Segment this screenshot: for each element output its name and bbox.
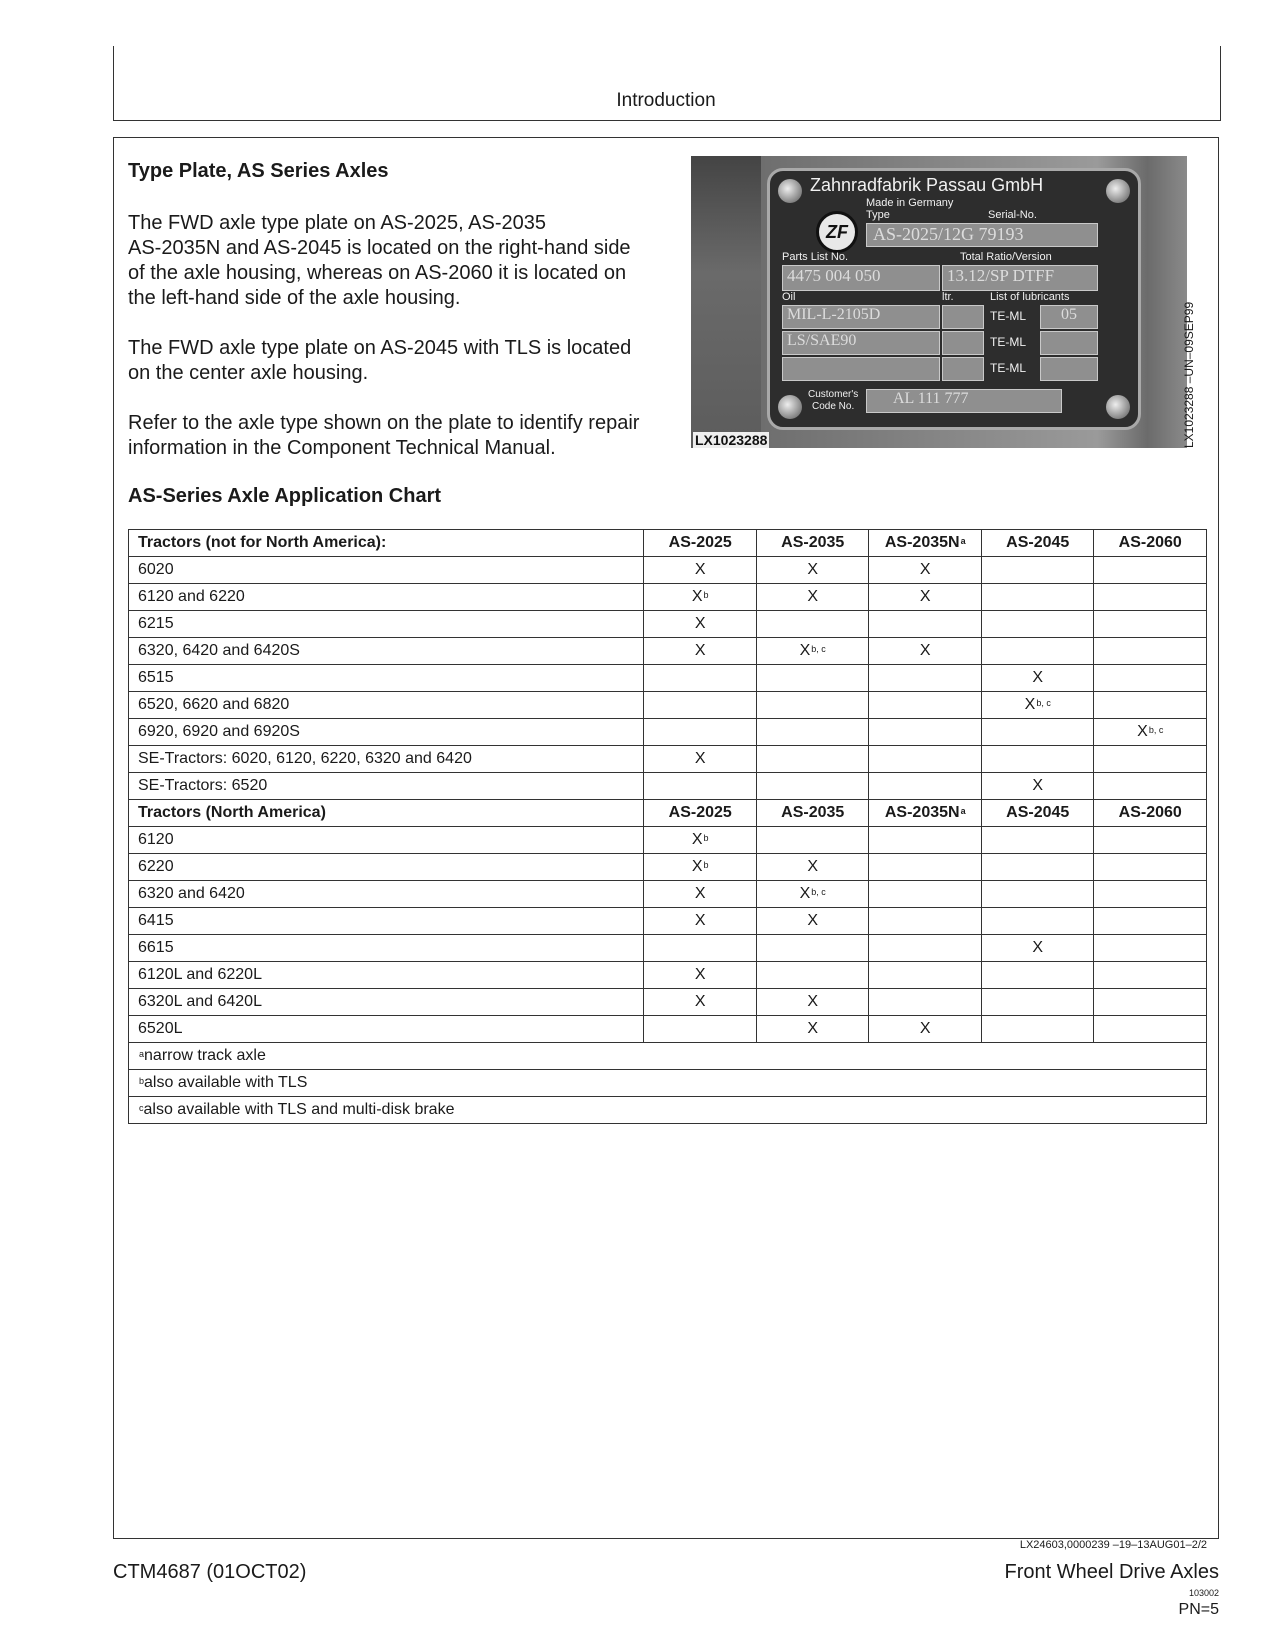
axle-cell (981, 935, 1094, 962)
axle-cell (1094, 692, 1207, 719)
axle-cell (756, 773, 869, 800)
axle-mark: X (799, 885, 811, 902)
table-row (129, 719, 1207, 746)
table-row (129, 584, 1207, 611)
paragraph-tls (128, 336, 688, 386)
column-header-label: AS-2025 (668, 534, 732, 551)
axle-cell (981, 989, 1094, 1016)
footnote-mark: a (960, 536, 966, 546)
tractor-model: 6120L and 6220L (129, 962, 644, 989)
photo-label: LX1023288 (695, 432, 768, 448)
axle-cell (644, 908, 757, 935)
axle-cell (644, 719, 757, 746)
footnote-mark: b (703, 833, 709, 843)
axle-cell (1094, 584, 1207, 611)
axle-cell (756, 1016, 869, 1043)
axle-cell (756, 665, 869, 692)
column-header-label: AS-2060 (1118, 804, 1182, 821)
axle-cell (1094, 854, 1207, 881)
paragraph-refer (128, 411, 688, 461)
axle-cell (981, 719, 1094, 746)
axle-cell (644, 638, 757, 665)
axle-mark: X (694, 561, 706, 578)
plate-customer-label: Customer's (808, 389, 859, 400)
axle-cell (756, 638, 869, 665)
plate-te-ml: TE-ML (990, 335, 1026, 349)
axle-cell (869, 827, 982, 854)
footnote-mark: b, c (811, 887, 826, 897)
plate-oil-value-1: MIL-L-2105D (782, 305, 940, 329)
plate-customer-value: AL 111 777 (866, 389, 1062, 413)
footnote-row (129, 1070, 1207, 1097)
axle-mark: X (1032, 669, 1044, 686)
footnote (129, 1043, 1207, 1070)
axle-cell (644, 962, 757, 989)
tractor-model: 6120 and 6220 (129, 584, 644, 611)
plate-parts-label: Parts List No. (782, 251, 849, 263)
footnote-mark: b, c (1148, 725, 1164, 735)
axle-cell (869, 989, 982, 1016)
tractor-model: SE-Tractors: 6020, 6120, 6220, 6320 and 6420 (129, 746, 644, 773)
column-header (756, 800, 869, 827)
axle-application-table (128, 529, 1207, 1124)
plate-te-box (1040, 357, 1098, 381)
plate-ltr-box (942, 305, 984, 329)
table-row (129, 935, 1207, 962)
type-plate (767, 168, 1141, 430)
footnote (129, 1070, 1207, 1097)
axle-cell (756, 584, 869, 611)
column-header (1094, 800, 1207, 827)
footnote-text: also available with TLS (144, 1074, 308, 1091)
axle-cell (644, 1016, 757, 1043)
paragraph-line: The FWD axle type plate on AS-2045 with TLS is located (128, 337, 632, 359)
axle-cell (981, 692, 1094, 719)
axle-cell (869, 962, 982, 989)
table-row (129, 557, 1207, 584)
axle-mark: X (694, 912, 706, 929)
plate-oil-value-2: LS/SAE90 (782, 331, 940, 355)
axle-cell (869, 584, 982, 611)
column-header-label: AS-2035 (781, 804, 845, 821)
axle-cell (756, 908, 869, 935)
paragraph-location (128, 211, 688, 311)
axle-cell (869, 935, 982, 962)
axle-mark: X (691, 831, 703, 848)
axle-cell (869, 881, 982, 908)
axle-cell (981, 881, 1094, 908)
axle-cell (1094, 908, 1207, 935)
plate-te-ml: TE-ML (990, 309, 1026, 323)
axle-cell (756, 827, 869, 854)
column-header (644, 800, 757, 827)
table-row (129, 881, 1207, 908)
table-row (129, 638, 1207, 665)
axle-cell (1094, 1016, 1207, 1043)
footnote-text: narrow track axle (144, 1047, 266, 1064)
axle-cell (756, 557, 869, 584)
axle-cell (869, 854, 982, 881)
plate-ratio-value: 13.12/SP DTFF (942, 265, 1098, 291)
axle-cell (981, 827, 1094, 854)
zf-logo: ZF (816, 211, 858, 253)
footnote-mark: b, c (811, 644, 826, 654)
photo-side-reference: LX1023288 –UN–09SEP99 (1182, 301, 1196, 448)
axle-cell (869, 665, 982, 692)
section-header: Tractors (not for North America): (129, 530, 644, 557)
axle-cell (981, 584, 1094, 611)
axle-cell (869, 908, 982, 935)
axle-mark: X (919, 642, 931, 659)
axle-cell (869, 719, 982, 746)
axle-cell (1094, 719, 1207, 746)
footnote (129, 1097, 1207, 1124)
column-header-label: AS-2045 (1006, 534, 1070, 551)
axle-mark: X (807, 993, 819, 1010)
plate-made-in: Made in Germany (866, 197, 954, 209)
axle-cell (981, 638, 1094, 665)
axle-cell (1094, 962, 1207, 989)
paragraph-line: Refer to the axle type shown on the plate to identify repair (128, 412, 640, 434)
paragraph-line: information in the Component Technical Manual. (128, 437, 556, 459)
column-header (981, 800, 1094, 827)
axle-mark: X (919, 561, 931, 578)
tractor-model: 6320L and 6420L (129, 989, 644, 1016)
plate-type-label: Type (866, 209, 890, 221)
axle-cell (1094, 557, 1207, 584)
column-header (869, 530, 982, 557)
tractor-model: 6320, 6420 and 6420S (129, 638, 644, 665)
axle-mark: X (694, 993, 706, 1010)
tractor-model: 6615 (129, 935, 644, 962)
screw-icon (1106, 179, 1130, 203)
table-row (129, 773, 1207, 800)
plate-serial-label: Serial-No. (988, 209, 1037, 221)
plate-type-value: AS-2025/12G 79193 (866, 223, 1098, 247)
footnote-mark: a (139, 1049, 145, 1059)
tractor-model: 6120 (129, 827, 644, 854)
axle-cell (1094, 827, 1207, 854)
table-row (129, 827, 1207, 854)
axle-cell (981, 611, 1094, 638)
column-header (981, 530, 1094, 557)
axle-cell (756, 935, 869, 962)
plate-oil-blank (782, 357, 940, 381)
column-header (644, 530, 757, 557)
tractor-model: 6215 (129, 611, 644, 638)
column-header (1094, 530, 1207, 557)
column-header-label: AS-2045 (1006, 804, 1070, 821)
paragraph-line: AS-2035N and AS-2045 is located on the right-hand side (128, 237, 631, 259)
axle-cell (756, 962, 869, 989)
axle-cell (1094, 881, 1207, 908)
axle-cell (644, 773, 757, 800)
tractor-model: 6020 (129, 557, 644, 584)
axle-cell (869, 1016, 982, 1043)
plate-oil-label: Oil (782, 291, 796, 303)
plate-parts-value: 4475 004 050 (782, 265, 940, 291)
axle-cell (1094, 638, 1207, 665)
axle-cell (981, 557, 1094, 584)
footnote-row (129, 1043, 1207, 1070)
axle-mark: X (694, 615, 706, 632)
tractor-model: 6320 and 6420 (129, 881, 644, 908)
axle-cell (869, 746, 982, 773)
footnote-mark: b, c (1036, 698, 1051, 708)
axle-mark: X (807, 912, 819, 929)
header-title: Introduction (616, 90, 716, 111)
footnote-mark: b (139, 1076, 145, 1086)
axle-mark: X (799, 642, 811, 659)
column-header-label: AS-2060 (1118, 534, 1182, 551)
axle-cell (1094, 989, 1207, 1016)
axle-cell (756, 611, 869, 638)
axle-cell (756, 854, 869, 881)
tractor-model: 6415 (129, 908, 644, 935)
footer-manual-id: CTM4687 (01OCT02) (113, 1561, 307, 1583)
axle-mark: X (807, 858, 819, 875)
axle-mark: X (919, 588, 931, 605)
column-header (756, 530, 869, 557)
axle-cell (981, 665, 1094, 692)
section-title: Type Plate, AS Series Axles (128, 160, 389, 182)
axle-mark: X (694, 750, 706, 767)
axle-mark: X (919, 1020, 931, 1037)
axle-cell (1094, 665, 1207, 692)
section-header: Tractors (North America) (129, 800, 644, 827)
tractor-model: 6220 (129, 854, 644, 881)
footnote-mark: c (139, 1103, 144, 1113)
axle-cell (1094, 746, 1207, 773)
axle-cell (644, 746, 757, 773)
axle-cell (644, 611, 757, 638)
axle-mark: X (1024, 696, 1036, 713)
footnote-mark: b (703, 860, 709, 870)
footer-code: 103002 (1188, 1588, 1219, 1598)
table-row (129, 989, 1207, 1016)
plate-ltr-box (942, 357, 984, 381)
axle-cell (644, 827, 757, 854)
table-row (129, 962, 1207, 989)
axle-cell (644, 935, 757, 962)
axle-cell (644, 557, 757, 584)
axle-cell (644, 854, 757, 881)
column-header-label: AS-2035N (884, 804, 960, 821)
axle-mark: X (694, 885, 706, 902)
table-row (129, 746, 1207, 773)
axle-cell (981, 773, 1094, 800)
plate-ltr-box (942, 331, 984, 355)
footnote-text: also available with TLS and multi-disk brake (143, 1101, 455, 1118)
axle-mark: X (694, 642, 706, 659)
axle-cell (756, 692, 869, 719)
axle-cell (1094, 611, 1207, 638)
plate-te-value: 05 (1040, 305, 1098, 329)
footer-section-title: Front Wheel Drive Axles (1004, 1561, 1219, 1583)
paragraph-line: on the center axle housing. (128, 362, 369, 384)
table-row (129, 854, 1207, 881)
axle-cell (981, 962, 1094, 989)
axle-mark: X (691, 858, 703, 875)
axle-cell (981, 908, 1094, 935)
column-header (869, 800, 982, 827)
tractor-model: 6515 (129, 665, 644, 692)
axle-cell (756, 881, 869, 908)
plate-te-box (1040, 331, 1098, 355)
plate-te-ml: TE-ML (990, 361, 1026, 375)
axle-cell (756, 719, 869, 746)
screw-icon (778, 395, 802, 419)
axle-cell (869, 773, 982, 800)
axle-housing-shadow (691, 156, 761, 448)
table-row (129, 908, 1207, 935)
axle-cell (644, 881, 757, 908)
axle-mark: X (691, 588, 703, 605)
axle-cell (869, 557, 982, 584)
plate-ltr-label: ltr. (942, 291, 954, 303)
table-header-row (129, 800, 1207, 827)
axle-mark: X (1032, 777, 1044, 794)
screw-icon (778, 179, 802, 203)
axle-mark: X (807, 561, 819, 578)
column-header-label: AS-2035N (884, 534, 960, 551)
axle-cell (981, 1016, 1094, 1043)
axle-mark: X (694, 966, 706, 983)
document-reference: LX24603,0000239 –19–13AUG01–2/2 (1019, 1539, 1207, 1551)
tractor-model: 6920, 6920 and 6920S (129, 719, 644, 746)
table-row (129, 1016, 1207, 1043)
axle-mark: X (807, 588, 819, 605)
axle-cell (869, 611, 982, 638)
axle-cell (644, 665, 757, 692)
axle-cell (981, 854, 1094, 881)
footer-page-number: PN=5 (1178, 1601, 1219, 1618)
plate-customer-label: Code No. (812, 401, 855, 412)
type-plate-photo (691, 156, 1187, 448)
axle-mark: X (1032, 939, 1044, 956)
column-header-label: AS-2025 (668, 804, 732, 821)
table-row (129, 665, 1207, 692)
tractor-model: 6520L (129, 1016, 644, 1043)
plate-ratio-label: Total Ratio/Version (960, 251, 1052, 263)
axle-cell (869, 692, 982, 719)
plate-lubricants-label: List of lubricants (990, 291, 1070, 303)
axle-cell (644, 584, 757, 611)
axle-cell (1094, 773, 1207, 800)
axle-cell (756, 746, 869, 773)
column-header-label: AS-2035 (781, 534, 845, 551)
table-row (129, 611, 1207, 638)
footnote-mark: b (703, 590, 709, 600)
axle-mark: X (807, 1020, 819, 1037)
axle-cell (981, 746, 1094, 773)
axle-cell (644, 692, 757, 719)
table-row (129, 692, 1207, 719)
axle-cell (644, 989, 757, 1016)
paragraph-line: the left-hand side of the axle housing. (128, 287, 461, 309)
paragraph-line: The FWD axle type plate on AS-2025, AS-2035 (128, 212, 547, 234)
paragraph-line: of the axle housing, whereas on AS-2060 it is located on (128, 262, 627, 284)
screw-icon (1106, 395, 1130, 419)
axle-mark: X (1137, 723, 1148, 740)
axle-cell (1094, 935, 1207, 962)
axle-cell (869, 638, 982, 665)
plate-maker: Zahnradfabrik Passau GmbH (810, 175, 1044, 195)
table-header-row (129, 530, 1207, 557)
footnote-row (129, 1097, 1207, 1124)
axle-cell (756, 989, 869, 1016)
footnote-mark: a (960, 806, 966, 816)
tractor-model: 6520, 6620 and 6820 (129, 692, 644, 719)
tractor-model: SE-Tractors: 6520 (129, 773, 644, 800)
chart-title: AS-Series Axle Application Chart (128, 485, 442, 507)
